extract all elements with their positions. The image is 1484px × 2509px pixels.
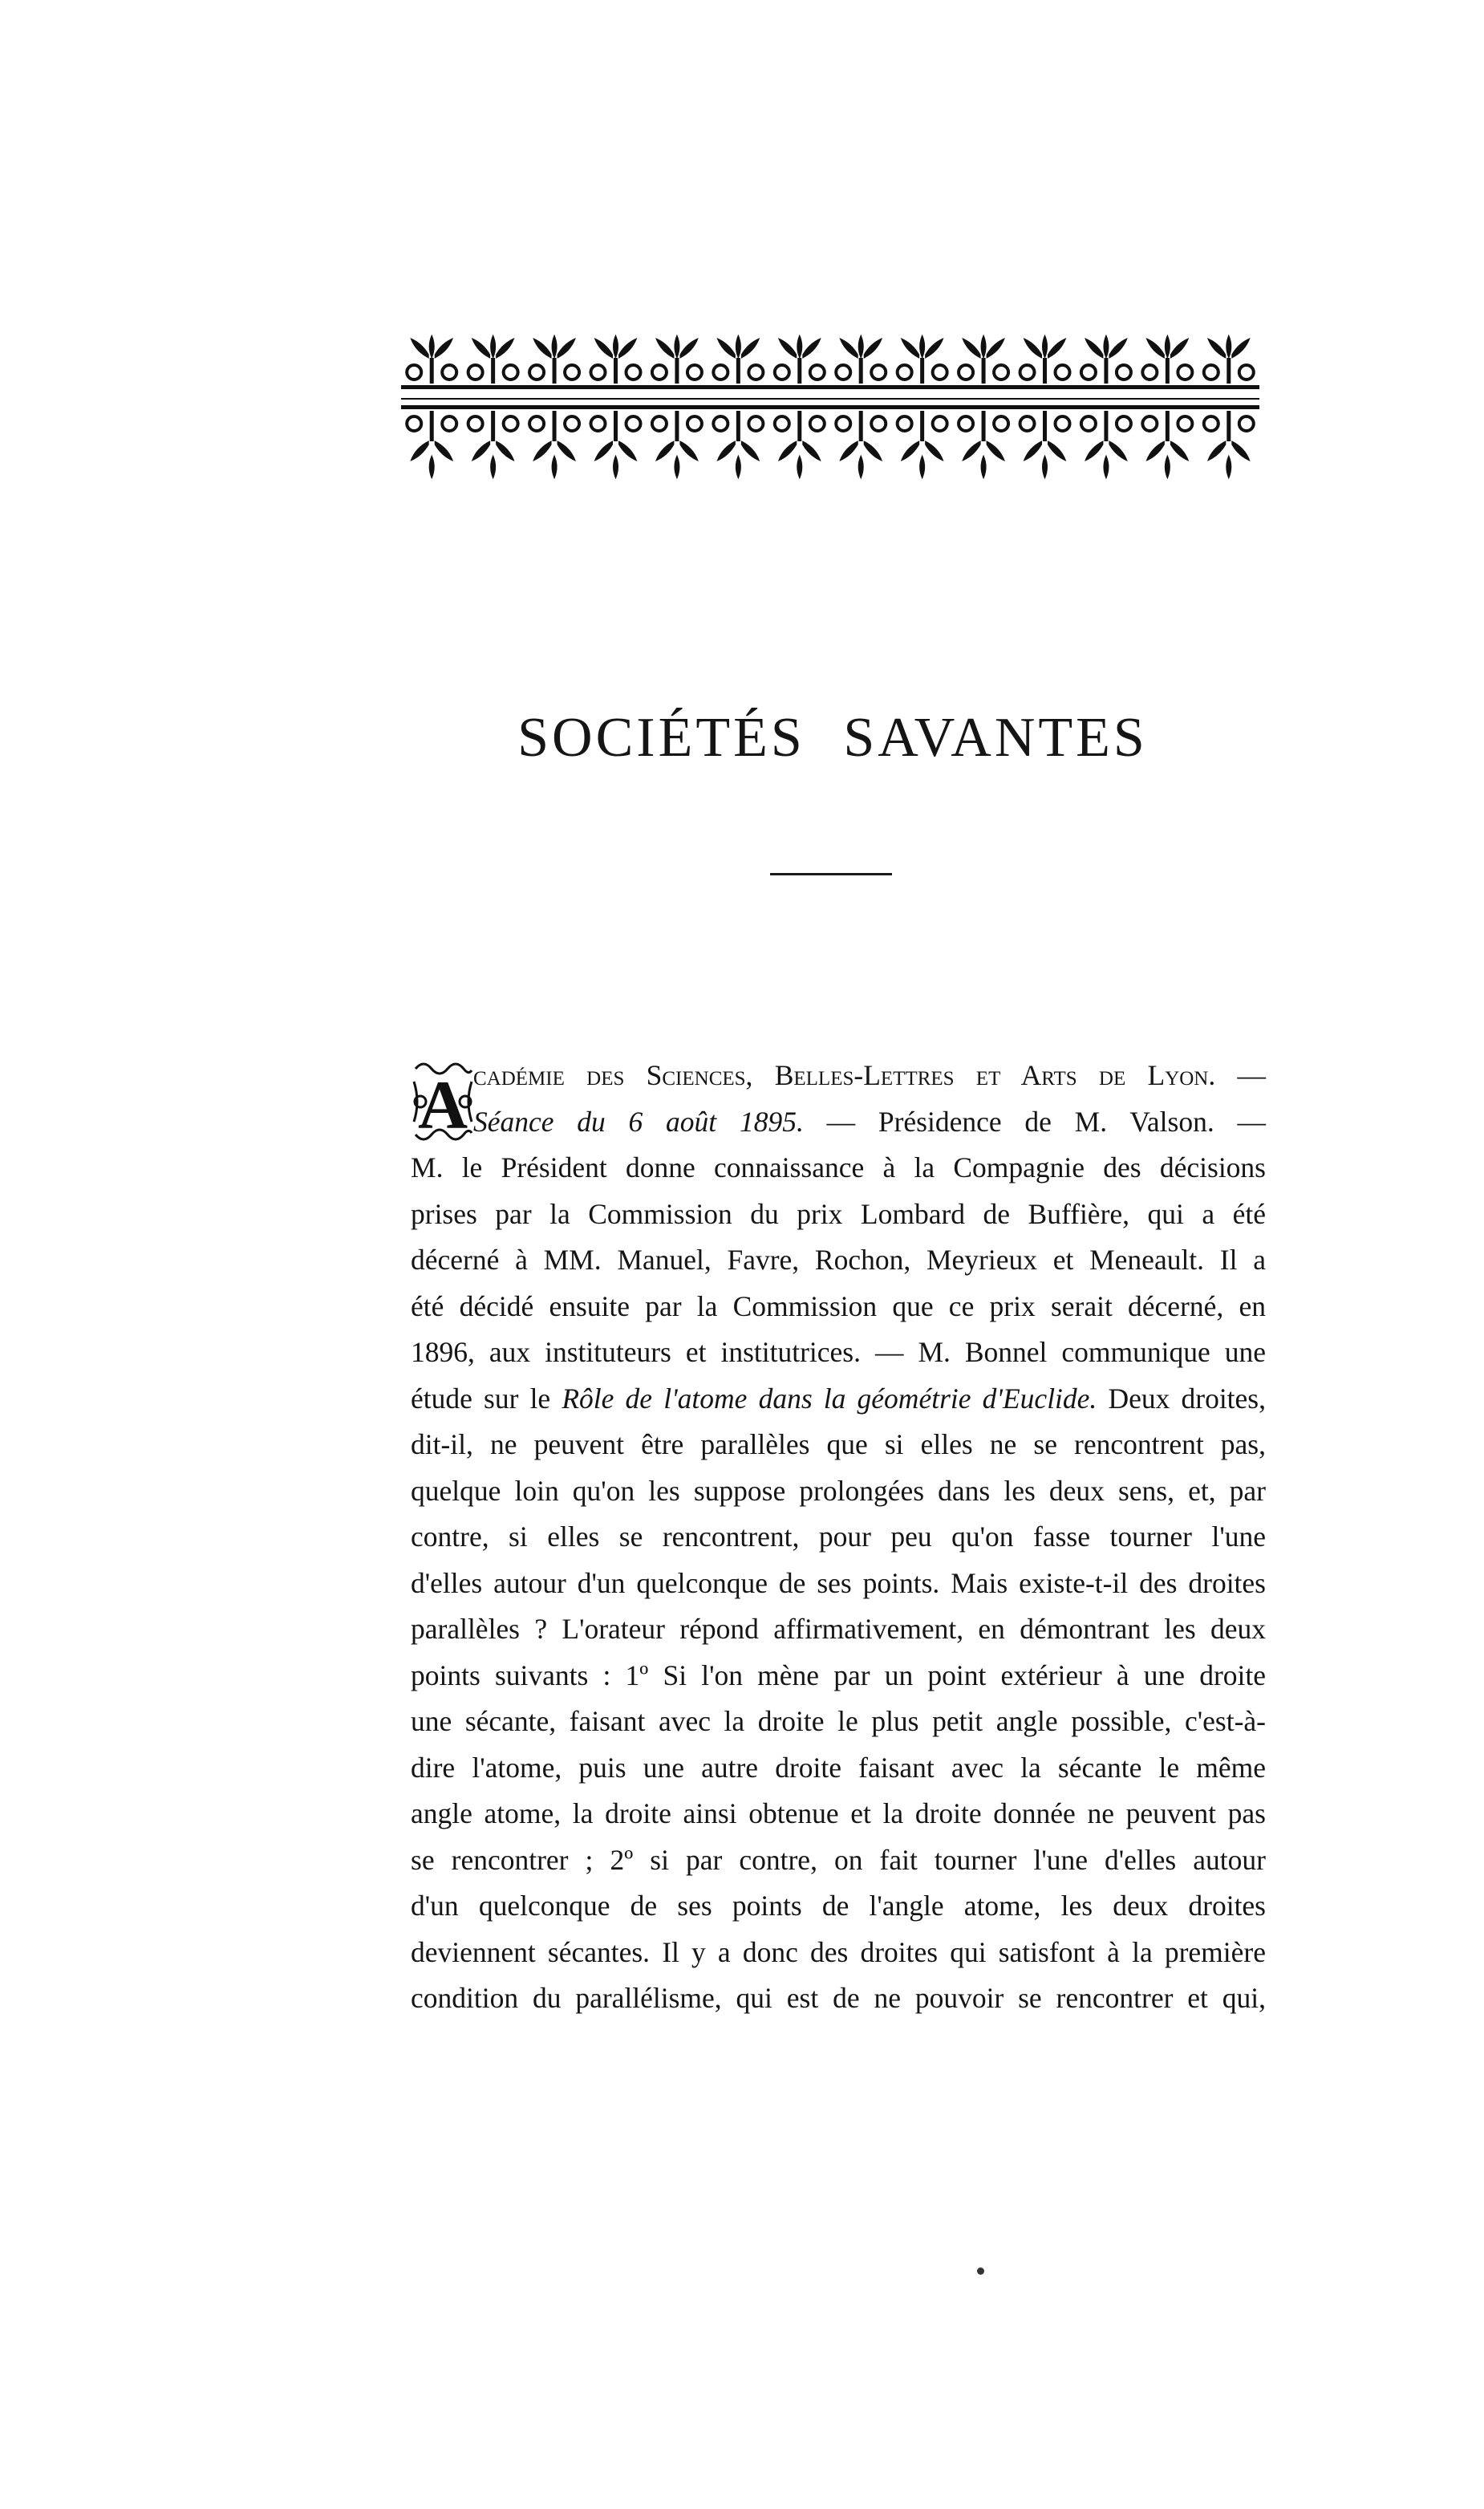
- palmette-ornament-icon: [401, 321, 1259, 489]
- article-line-3: M. le Président donne connaissance à la Compagnie des décisions: [411, 1151, 1266, 1183]
- article-line-18: se rencontrer ; 2º si par contre, on fait tourner l'une d'elles autour: [411, 1843, 1266, 1876]
- article-line-1: cadémie des Sciences, Belles-Lettres et Arts de Lyon. —: [473, 1059, 1266, 1091]
- article-line-17: angle atome, la droite ainsi obtenue et la droite donnée ne peuvent pas: [411, 1797, 1266, 1829]
- article-line-10: quelque loin qu'on les suppose prolongées dans les deux sens, et, par: [411, 1474, 1266, 1507]
- article-line-13: parallèles ? L'orateur répond affirmativement, en démontrant les deux: [411, 1613, 1266, 1645]
- seance-date: Séance du 6 août 1895.: [473, 1105, 804, 1138]
- dropcap-letter: A: [417, 1066, 468, 1143]
- article-line-8: [411, 1376, 1266, 1423]
- article-line-4: prises par la Commission du prix Lombard de Buffière, qui a été: [411, 1197, 1266, 1230]
- presidence-text: — Présidence de M. Valson. —: [803, 1105, 1266, 1138]
- title-divider: [770, 873, 892, 875]
- article-line-12: d'elles autour d'un quelconque de ses points. Mais existe-t-il des droites: [411, 1566, 1266, 1599]
- line8-pre: étude sur le: [411, 1382, 562, 1415]
- paper-speck: [977, 2267, 984, 2275]
- article-line-9: dit-il, ne peuvent être parallèles que si elles ne se rencontrent pas,: [411, 1428, 1266, 1460]
- article-line-19: d'un quelconque de ses points de l'angle atome, les deux droites: [411, 1890, 1266, 1922]
- article-line-6: été décidé ensuite par la Commission que ce prix serait décerné, en: [411, 1289, 1266, 1322]
- page-title: SOCIÉTÉS SAVANTES: [517, 707, 1148, 769]
- article-line-7: 1896, aux instituteurs et institutrices. — M. Bonnel communique une: [411, 1336, 1266, 1368]
- article-line-14: points suivants : 1º Si l'on mène par un point extérieur à une droite: [411, 1658, 1266, 1691]
- article-line-21: condition du parallélisme, qui est de ne pouvoir se rencontrer et qui,: [411, 1982, 1266, 2014]
- article-line-15: une sécante, faisant avec la droite le plus petit angle possible, c'est-à-: [411, 1705, 1266, 1737]
- article-line-16: dire l'atome, puis une autre droite faisant avec la sécante le même: [411, 1751, 1266, 1784]
- article-line-20: deviennent sécantes. Il y a donc des droites qui satisfont à la première: [411, 1935, 1266, 1968]
- article-line-5: décerné à MM. Manuel, Favre, Rochon, Meyrieux et Meneault. Il a: [411, 1244, 1266, 1276]
- article-line-11: contre, si elles se rencontrent, pour peu qu'on fasse tourner l'une: [411, 1520, 1266, 1553]
- line8-post: Deux droites,: [1097, 1382, 1266, 1415]
- article-line-2: [411, 1099, 1266, 1146]
- study-title: Rôle de l'atome dans la géométrie d'Euclide.: [562, 1382, 1097, 1415]
- article-body: [411, 1053, 1266, 2022]
